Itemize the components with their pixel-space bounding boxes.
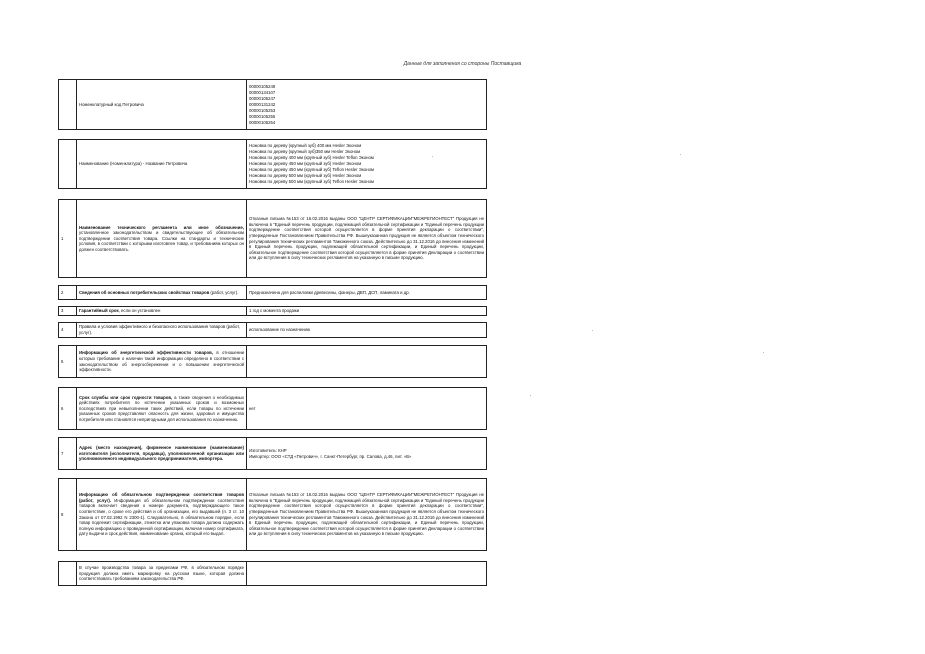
row-label [77,388,247,430]
row-number: 4 [59,323,77,338]
row-number: 3 [59,307,77,316]
row-number: 8 [59,479,77,551]
row-value: Отказные письма №153 от 16.02.2016 выданы ООО "ЦЕНТР СЕРТИФИКАЦИИ"МЕЖРЕГИОНТЕСТ" Продукция не включена в "Единый перечень продукции, подлежащей обязательной сертификации и "Единый перечень продукции подтверждение соответствия которой осуществляется в форме принятия декларации о соответствии", утвержденные Постановлением Правительства РФ. Вышеуказанная продукция не является объектом технического регулирования технических регламентов Таможенного союза. Действительно до 31.12.2016 до внесения изменений в Единый перечень продукции, подлежащей обязательной сертификации, и Единый перечень продукции, обязательное подтверждение соответствия которой осуществляется в форме принятия Декларации о соответствии или до вступления в силу технических регламентов на указанную в письме продукцию. [247,200,487,278]
row-label-rest: В случае производства товара за пределами РФ, в обязательном порядке продукция должна иметь маркировку на русском языке, которая должна соответствовать требованиям законодательства РФ. [79,565,244,582]
product-name: Ножовка по дереву (крупный зуб) 400 мм Hesler Эконом [249,143,362,148]
row-label [77,562,247,586]
row-label-rest: (работ, услуг). [209,289,239,295]
names-values [247,140,487,189]
row-label-bold: Гарантийный срок [79,308,119,313]
codes-label: Номенклатурный код Петровича [77,80,247,130]
row-6-table [58,387,487,430]
row-label-rest: Информация об обязательном подтверждении соответствия товаров включает сведения о номере документа, подтверждающего такое соответствие, о сроке его действия и об организации, его выдавшей (п. 3 ст. 10 Закона от 07.02.1992 N 2300-1). Следовательно, в обязательном порядке, если товар подлежит сертификации, этикетка или упаковка товара должна содержать полную информацию о проведенной сертификации, включая номер сертификата, дату выдачи и срок действия, наименование органа, который его выдал. [79,497,244,537]
row-number [59,562,77,586]
product-name: Ножовка по дереву 450 мм (крупный зуб) Teflon Hesler Эконом [249,167,374,172]
scan-speck [763,352,764,353]
row-4-table [58,322,487,338]
row-value [247,346,487,378]
row-number: 1 [59,200,77,278]
scan-speck [432,156,433,157]
row-label-bold: Адрес (место нахождения), фирменное наименование (наименование) изготовителя (исполнителя, продавца), уполномоченной организации или уполномоченного индивидуального предпринимателя, импортера. [79,445,244,462]
row-3-table [58,306,487,316]
code-value: 00000105255 [249,113,276,119]
row-value: Предназначена для распиловки древесины, фанеры, ДВП, ДСП, ламината и др. [247,286,487,300]
row-label-rest: Правила и условия эффективного и безопасного использования товаров (работ, услуг). [79,324,240,335]
row-value: использование по назначению [247,323,487,338]
scan-speck [680,154,681,155]
row-number-cell [59,140,77,189]
row-label-rest: установленное законодательством и свидетельствующее об обязательном подтверждении соответствия товара. Ссылки на стандарты и технические условия, в соответствии с которыми изготовлен товар, и требованиям которых он должен соответствовать. [79,230,244,252]
row-value: нет [247,388,487,430]
names-label: Наименование (Номенклатура) - Название Петровича [77,140,247,189]
names-table [58,139,487,189]
row-label-bold: Сведения об основных потребительских свойствах товаров [79,289,210,295]
codes-values [247,80,487,130]
row-label-bold: Информацию об энергетической эффективности товаров, [79,350,213,356]
row-number: 2 [59,286,77,300]
row-label [77,307,247,316]
row-value [247,438,487,470]
row-label-bold: Наименование технического регламента или иное обозначение, [79,224,244,230]
scan-speck [592,330,593,331]
row-5-table [58,345,487,378]
row-7-table [58,437,487,470]
row-8-table [58,478,487,551]
row-label [77,200,247,278]
row-label [77,346,247,378]
row-1-table [58,199,487,278]
code-value: 00000134107 [249,89,276,95]
row-number: 5 [59,346,77,378]
row-number: 6 [59,388,77,430]
product-name: Ножовка по дереву (крупный зуб)350 мм Hesler Эконом [249,149,361,154]
code-value: 00000105247 [249,95,276,101]
row-label-rest: а также сведения о необходимых действиях потребителя по истечении указанных сроков и возможных последствиях при невыполнении таких действий, если товары по истечении указанных сроков представляют опасность для жизни, здоровья и имущества потребителя или становятся непригодными для использования по назначению. [79,394,244,422]
importer-line: Импортер: ООО «СТД «Петрович», г. Санкт-Петербург, пр. Салова, д.46, лит. «В» [249,453,412,459]
row-number-cell [59,80,77,130]
row-label [77,286,247,300]
codes-table [58,79,487,130]
row-label [77,479,247,551]
row-label-rest: в отношении которых требование о наличии такой информации определено в соответствии с законодательством об энергосбережении и о повышении энергетической эффективности. [79,350,244,373]
product-name: Ножовка по дереву 400 мм (крупный зуб) Hesler Teflon Эконом [249,155,374,160]
code-value: 00000131242 [249,101,276,107]
row-foreign-table [58,561,487,586]
row-label [77,323,247,338]
row-label-bold: Информацию об обязательном подтверждении соответствия товаров (работ, услуг). [79,492,244,503]
row-value: Отказные письма №153 от 16.02.2016 выданы ООО "ЦЕНТР СЕРТИФИКАЦИИ"МЕЖРЕГИОНТЕСТ" Продукция не включена в "Единый перечень продукции, подлежащей обязательной сертификации и "Единый перечень продукции подтверждение соответствия которой осуществляется в форме принятия декларации о соответствии", утвержденные Постановлением Правительства РФ. Вышеуказанная продукция не является объектом технического регулирования технических регламентов Таможенного союза. Действительно до 31.12.2016 до внесения изменений в Единый перечень продукции, подлежащей обязательной сертификации, и Единый перечень продукции, обязательное подтверждение соответствия которой осуществляется в форме принятия Декларации о соответствии или до вступления в силу технических регламентов на указанную в письме продукцию. [247,479,487,551]
row-label [77,438,247,470]
row-value [247,562,487,586]
code-value: 00000105254 [249,119,276,125]
page-title: Данные для заполнения со стороны Поставщика [403,61,522,67]
product-name: Ножовка по дереву 500 мм (крупный зуб) Teflon Hesler Эконом [249,179,374,184]
row-label-bold: Срок службы или срок годности товаров, [79,394,173,400]
row-number: 7 [59,438,77,470]
scan-speck [530,395,531,396]
row-label-rest: , если он установлен [118,308,161,313]
manufacturer-line: Изготовитель: КНР [249,447,287,453]
product-name: Ножовка по дереву 500 мм (крупный зуб) Hesler Эконом [249,173,362,178]
product-name: Ножовка по дереву 450 мм (крупный зуб) Hesler Эконом [249,161,362,166]
row-value: 1 год с момента продажи [247,307,487,316]
row-2-table [58,285,487,300]
code-value: 00000105253 [249,107,276,113]
code-value: 00000105249 [249,83,276,89]
